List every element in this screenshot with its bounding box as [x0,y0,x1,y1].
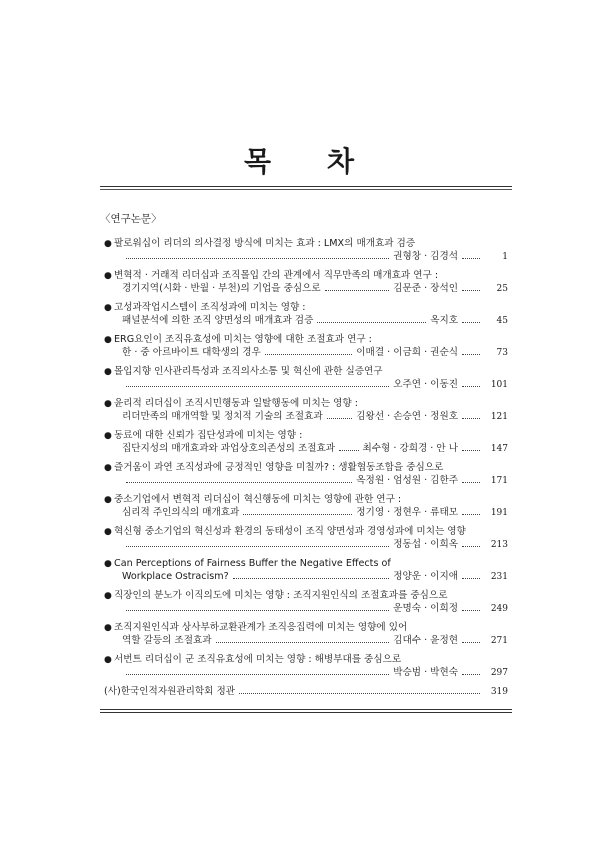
entry-title: 윤리적 리더십이 조직시민행동과 일탈행동에 미치는 영향 : [114,398,358,409]
entry-leader-line [104,667,508,680]
bullet-icon: ● [104,463,112,473]
dot-leader-short [462,578,480,579]
bullet-icon: ● [104,271,112,281]
toc-entry[interactable] [104,238,508,263]
entry-title-line [104,462,508,475]
entry-title: Can Perceptions of Fairness Buffer the Negative Effects of [114,558,391,569]
entry-title-line [104,398,508,411]
title-rule-top [100,186,512,187]
entry-page-number: 231 [490,571,508,582]
entry-subtitle: 심리적 주인의식의 매개효과 [122,506,240,518]
entry-page-number: 271 [490,635,508,646]
dot-leader [126,546,389,547]
entry-subtitle: 역할 갈등의 조절효과 [122,634,212,646]
dot-leader-short [462,514,480,515]
entry-title: 즐거움이 과연 조직성과에 긍정적인 영향을 미칠까? : 생활협동조합을 중심으로 [114,462,444,473]
entry-leader-line [104,283,508,296]
entry-page-number: 213 [490,539,508,550]
entry-page-number: 249 [490,603,508,614]
dot-leader-short [462,482,480,483]
entry-title: (사)한국인적자원관리학회 정관 [104,686,236,697]
entry-page-number: 171 [490,475,508,486]
entry-authors: 최수형 · 강희경 · 안 나 [362,442,458,454]
entry-subtitle: 패널분석에 의한 조직 양면성의 매개효과 검증 [122,314,314,326]
bullet-icon: ● [104,239,112,249]
entry-title: 중소기업에서 변혁적 리더십이 혁신행동에 미치는 영향에 관한 연구 : [114,494,402,505]
bullet-icon: ● [104,655,112,665]
entry-page-number: 1 [502,251,508,262]
entry-leader-line [104,347,508,360]
bullet-icon: ● [104,495,112,505]
dot-leader [325,290,390,291]
entry-page-number: 73 [496,347,508,358]
bullet-icon: ● [104,623,112,633]
entry-authors: 김왕선 · 손승연 · 정원호 [356,410,458,422]
entry-title-line [104,526,508,539]
entry-leader-line [104,571,508,584]
entry-authors: 오주연 · 이동진 [393,378,458,390]
entry-authors: 권형창 · 김경석 [393,250,458,262]
entry-subtitle: Workplace Ostracism? [122,570,229,582]
bullet-icon: ● [104,431,112,441]
entry-page-number: 25 [496,283,508,294]
entry-authors: 박승범 · 박현숙 [393,666,458,678]
toc-entry[interactable] [104,654,508,679]
dot-leader [317,322,426,323]
bullet-icon: ● [104,399,112,409]
dot-leader-short [462,674,480,675]
bullet-icon: ● [104,591,112,601]
entry-authors: 이매결 · 이금희 · 권순식 [356,346,458,358]
entry-subtitle: 리더만족의 매개역할 및 정치적 기술의 조절효과 [122,410,323,422]
bullet-icon: ● [104,335,112,345]
dot-leader-short [462,642,480,643]
dot-leader-short [462,418,480,419]
dot-leader-short [462,610,480,611]
entry-title-line [104,590,508,603]
entry-subtitle: 한 · 중 아르바이트 대학생의 경우 [122,346,261,358]
toc-entry[interactable] [104,590,508,615]
entry-page-number: 191 [490,507,508,518]
entry-page-number: 297 [490,667,508,678]
toc-entry[interactable] [104,302,508,327]
entry-page-number: 45 [496,315,508,326]
entry-leader-line [104,635,508,648]
dot-leader [265,354,353,355]
entry-authors: 김문준 · 장석인 [393,282,458,294]
dot-leader [339,450,358,451]
toc-entry[interactable] [104,526,508,551]
dot-leader [327,418,353,419]
toc-entry[interactable] [104,270,508,295]
entry-authors: 옥지호 [430,314,458,326]
entry-title-line [104,366,508,379]
dot-leader [126,610,389,611]
entry-leader-line [104,603,508,616]
entry-authors: 정기영 · 정현우 · 류태모 [356,506,458,518]
entry-title: 팔로워십이 리더의 의사결정 방식에 미치는 효과 : LMX의 매개효과 검증 [114,238,416,249]
dot-leader-short [462,386,480,387]
entry-title-line [104,558,508,571]
toc-entry[interactable] [104,622,508,647]
entry-leader-line [104,315,508,328]
toc-entry[interactable] [104,430,508,455]
title-left-char: 목 [243,145,273,178]
dot-leader [126,386,389,387]
entry-title: ERG요인이 조직유효성에 미치는 영향에 대한 조절효과 연구 : [114,334,372,345]
entry-leader-line [104,411,508,424]
entry-authors: 정동섭 · 이희옥 [393,538,458,550]
entry-title-line [104,302,508,315]
dot-leader [239,693,480,694]
entry-authors: 옥정원 · 엄성원 · 김한주 [356,474,458,486]
toc-entry[interactable] [104,462,508,487]
entry-authors: 정양운 · 이지애 [393,570,458,582]
entry-title: 직장인의 분노가 이직의도에 미치는 영향 : 조직지원인식의 조절효과를 중심으로 [114,590,448,601]
dot-leader [216,642,390,643]
entry-subtitle: 집단지성의 매개효과와 과업상호의존성의 조절효과 [122,442,336,454]
dot-leader [233,578,390,579]
entry-title-line [104,494,508,507]
entry-title-line [104,622,508,635]
bullet-icon: ● [104,367,112,377]
entry-title: 혁신형 중소기업의 혁신성과 환경의 동태성이 조직 양면성과 경영성과에 미치는 영향 [114,526,466,537]
title-rule-bottom [100,189,512,190]
entry-authors: 김대수 · 윤정현 [393,634,458,646]
dot-leader-short [462,290,480,291]
dot-leader [126,258,389,259]
entry-title-line [104,430,508,443]
bottom-rules [100,709,512,715]
dot-leader-short [462,450,480,451]
toc-list [104,238,508,699]
entry-leader-line [104,475,508,488]
entry-page-number: 147 [490,443,508,454]
toc-entry[interactable] [104,398,508,423]
dot-leader [126,482,352,483]
entry-title: 변혁적 · 거래적 리더십과 조직몰입 간의 관계에서 직무만족의 매개효과 연구 : [114,270,439,281]
bottom-rule-2 [100,712,512,713]
toc-entry[interactable] [104,366,508,391]
dot-leader [126,674,389,675]
toc-entry[interactable] [104,334,508,359]
section-label: 〈연구논문〉 [100,213,162,225]
toc-entry[interactable] [104,558,508,583]
entry-title: 몰입지향 인사관리특성과 조직의사소통 및 혁신에 관한 실증연구 [114,366,383,377]
entry-page-number: 319 [490,687,508,697]
entry-leader-line [104,443,508,456]
entry-leader-line [104,507,508,520]
page-title [0,140,600,180]
entry-page-number: 101 [490,379,508,390]
bottom-rule-1 [100,709,512,710]
entry-title: 동료에 대한 신뢰가 집단성과에 미치는 영향 : [114,430,303,441]
entry-title: 서번트 리더십이 군 조직유효성에 미치는 영향 : 해병부대를 중심으로 [114,654,402,665]
bullet-icon: ● [104,559,112,569]
entry-title-line [104,270,508,283]
dot-leader-short [462,322,480,323]
bullet-icon: ● [104,303,112,313]
entry-title: 조직지원인식과 상사부하교환관계가 조직응집력에 미치는 영향에 있어 [114,622,408,633]
entry-authors: 운명숙 · 이희정 [393,602,458,614]
entry-leader-line [104,251,508,264]
dot-leader-short [462,546,480,547]
entry-subtitle: 경기지역(시화 · 반월 · 부천)의 기업을 중심으로 [122,282,321,294]
title-right-char: 차 [327,145,357,178]
entry-leader-line [104,379,508,392]
entry-title: 고성과작업시스템이 조직성과에 미치는 영향 : [114,302,306,313]
entry-title-line [104,334,508,347]
toc-entry-bylaws[interactable] [104,686,508,699]
toc-entry[interactable] [104,494,508,519]
bullet-icon: ● [104,527,112,537]
dot-leader [243,514,352,515]
dot-leader-short [462,258,480,259]
dot-leader-short [462,354,480,355]
entry-leader-line [104,539,508,552]
entry-title-line [104,238,508,251]
entry-title-line [104,654,508,667]
entry-page-number: 121 [490,411,508,422]
